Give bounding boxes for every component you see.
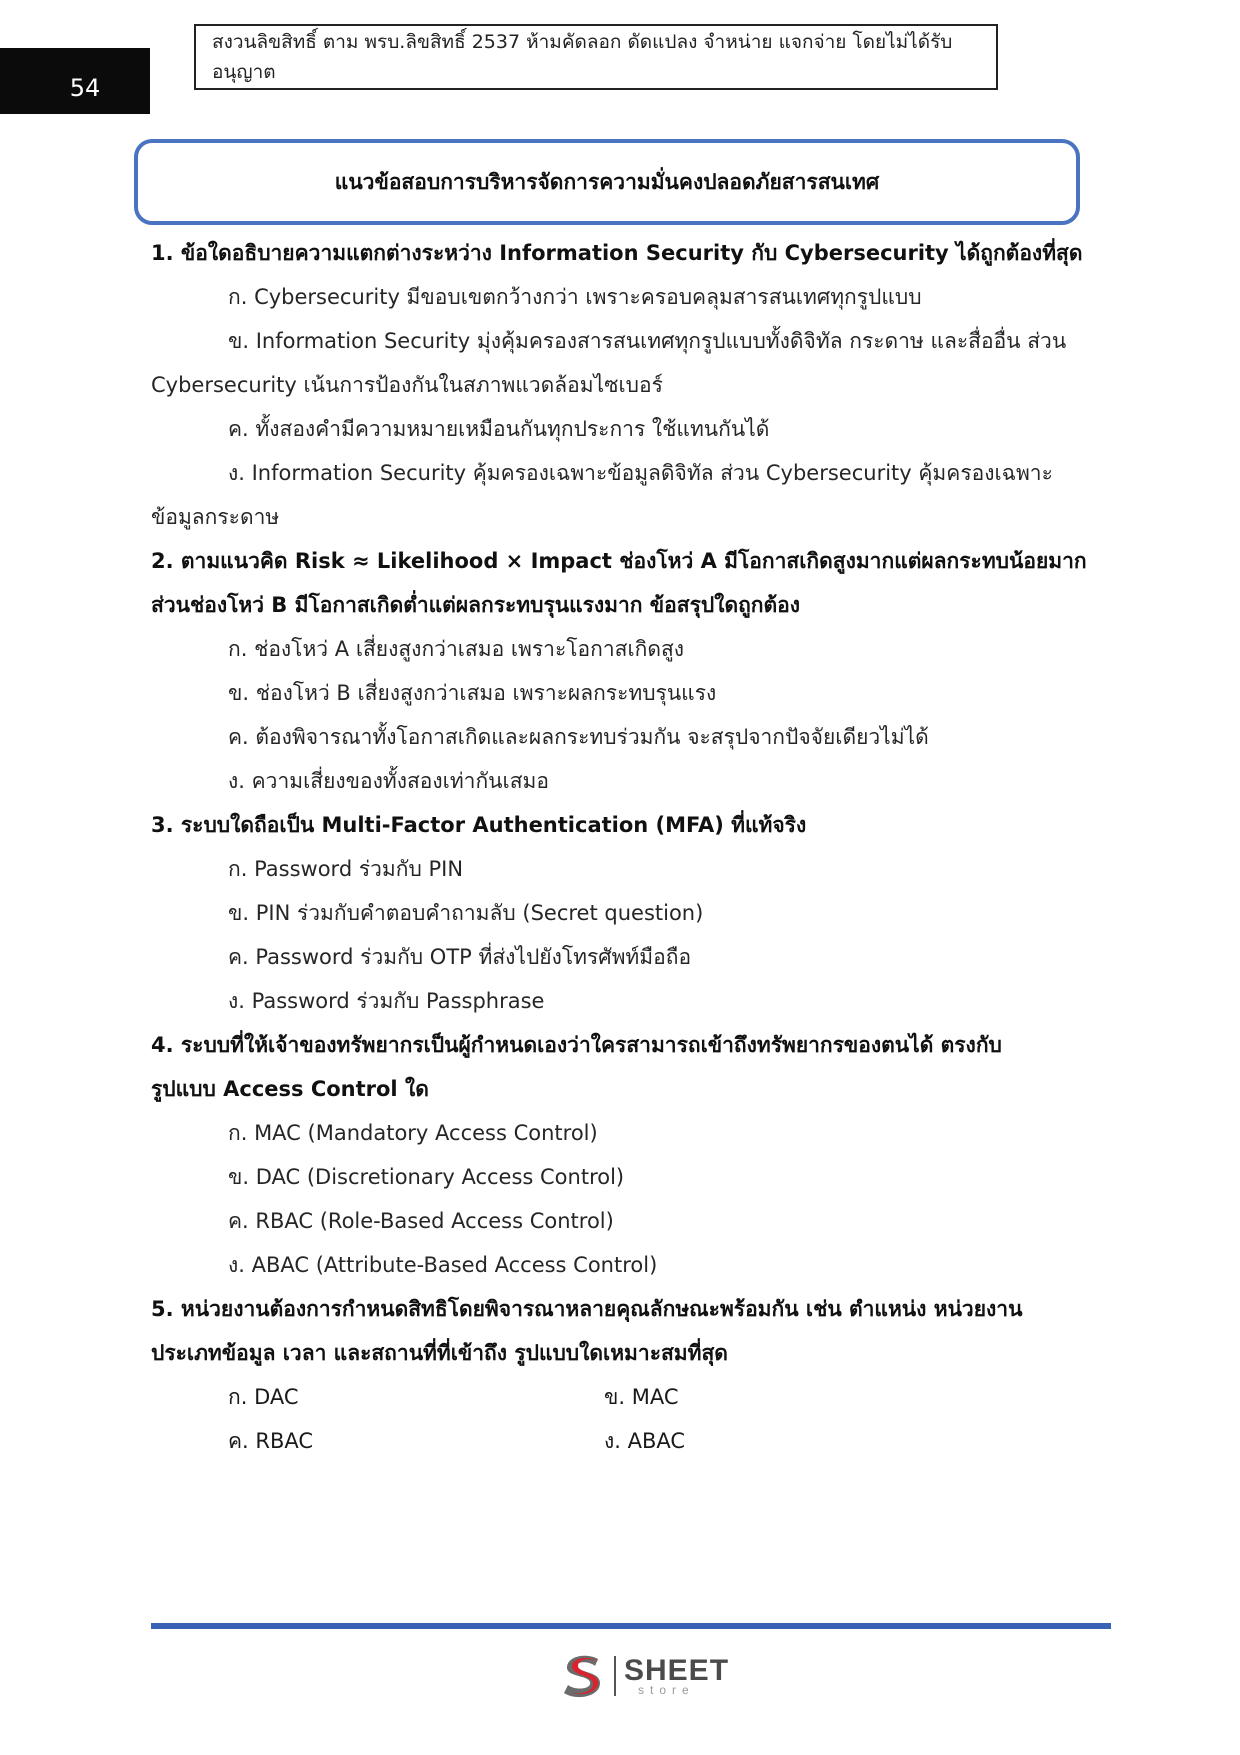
question-2: 2. ตามแนวคิด Risk ≈ Likelihood × Impact ช่องโหว่ A มีโอกาสเกิดสูงมากแต่ผลกระทบน้อยมาก bbox=[151, 549, 1087, 573]
logo-subword: store bbox=[638, 1683, 695, 1697]
copyright-notice bbox=[194, 24, 998, 90]
q1-option-d-cont: ข้อมูลกระดาษ bbox=[151, 505, 280, 529]
q1-option-c: ค. ทั้งสองคำมีความหมายเหมือนกันทุกประการ ใช้แทนกันได้ bbox=[228, 417, 770, 441]
q5-option-b: ข. MAC bbox=[604, 1385, 679, 1409]
q5-options-row-1 bbox=[151, 1375, 1071, 1419]
q1-option-a: ก. Cybersecurity มีขอบเขตกว้างกว่า เพราะครอบคลุมสารสนเทศทุกรูปแบบ bbox=[228, 285, 922, 309]
page-number: 54 bbox=[0, 48, 150, 114]
q1-option-b-cont: Cybersecurity เน้นการป้องกันในสภาพแวดล้อมไซเบอร์ bbox=[151, 373, 663, 397]
q5-options-row-2 bbox=[151, 1419, 1071, 1463]
copyright-text: สงวนลิขสิทธิ์ ตาม พรบ.ลิขสิทธิ์ 2537 ห้ามคัดลอก ดัดแปลง จำหน่าย แจกจ่าย โดยไม่ได้รับอนุญาต bbox=[212, 31, 953, 83]
q3-option-d: ง. Password ร่วมกับ Passphrase bbox=[228, 989, 545, 1013]
q2-option-c: ค. ต้องพิจารณาทั้งโอกาสเกิดและผลกระทบร่วมกัน จะสรุปจากปัจจัยเดียวไม่ได้ bbox=[228, 725, 929, 749]
q4-option-a: ก. MAC (Mandatory Access Control) bbox=[228, 1121, 598, 1145]
question-list bbox=[151, 231, 1087, 1463]
q3-option-a: ก. Password ร่วมกับ PIN bbox=[228, 857, 464, 881]
sheet-store-logo bbox=[558, 1650, 729, 1702]
q1-option-d: ง. Information Security คุ้มครองเฉพาะข้อมูลดิจิทัล ส่วน Cybersecurity คุ้มครองเฉพาะ bbox=[228, 461, 1053, 485]
question-4-cont: รูปแบบ Access Control ใด bbox=[151, 1077, 429, 1101]
logo-divider bbox=[614, 1656, 616, 1696]
footer-rule bbox=[151, 1623, 1111, 1629]
q5-option-a: ก. DAC bbox=[228, 1385, 299, 1409]
q1-option-b: ข. Information Security มุ่งคุ้มครองสารสนเทศทุกรูปแบบทั้งดิจิทัล กระดาษ และสื่ออื่น ส่วน bbox=[228, 329, 1067, 353]
question-1: 1. ข้อใดอธิบายความแตกต่างระหว่าง Information Security กับ Cybersecurity ได้ถูกต้องที่สุด bbox=[151, 241, 1083, 265]
q4-option-d: ง. ABAC (Attribute-Based Access Control) bbox=[228, 1253, 658, 1277]
q2-option-a: ก. ช่องโหว่ A เสี่ยงสูงกว่าเสมอ เพราะโอกาสเกิดสูง bbox=[228, 637, 685, 661]
question-4: 4. ระบบที่ให้เจ้าของทรัพยากรเป็นผู้กำหนดเองว่าใครสามารถเข้าถึงทรัพยากรของตนได้ ตรงกับ bbox=[151, 1033, 1002, 1057]
sheet-logo-icon bbox=[558, 1651, 608, 1701]
page-title-box bbox=[134, 139, 1080, 225]
q5-option-c: ค. RBAC bbox=[228, 1429, 314, 1453]
q2-option-d: ง. ความเสี่ยงของทั้งสองเท่ากันเสมอ bbox=[228, 769, 549, 793]
q4-option-c: ค. RBAC (Role-Based Access Control) bbox=[228, 1209, 614, 1233]
page-title: แนวข้อสอบการบริหารจัดการความมั่นคงปลอดภัยสารสนเทศ bbox=[334, 169, 880, 194]
q3-option-c: ค. Password ร่วมกับ OTP ที่ส่งไปยังโทรศัพท์มือถือ bbox=[228, 945, 692, 969]
question-5: 5. หน่วยงานต้องการกำหนดสิทธิโดยพิจารณาหลายคุณลักษณะพร้อมกัน เช่น ตำแหน่ง หน่วยงาน bbox=[151, 1297, 1023, 1321]
question-2-cont: ส่วนช่องโหว่ B มีโอกาสเกิดต่ำแต่ผลกระทบรุนแรงมาก ข้อสรุปใดถูกต้อง bbox=[151, 593, 801, 617]
logo-word: SHEET bbox=[624, 1654, 730, 1687]
logo-text bbox=[624, 1656, 729, 1696]
q4-option-b: ข. DAC (Discretionary Access Control) bbox=[228, 1165, 625, 1189]
question-3: 3. ระบบใดถือเป็น Multi-Factor Authentication (MFA) ที่แท้จริง bbox=[151, 813, 807, 837]
q3-option-b: ข. PIN ร่วมกับคำตอบคำถามลับ (Secret question) bbox=[228, 901, 704, 925]
q2-option-b: ข. ช่องโหว่ B เสี่ยงสูงกว่าเสมอ เพราะผลกระทบรุนแรง bbox=[228, 681, 717, 705]
question-5-cont: ประเภทข้อมูล เวลา และสถานที่ที่เข้าถึง รูปแบบใดเหมาะสมที่สุด bbox=[151, 1341, 728, 1365]
q5-option-d: ง. ABAC bbox=[604, 1429, 686, 1453]
